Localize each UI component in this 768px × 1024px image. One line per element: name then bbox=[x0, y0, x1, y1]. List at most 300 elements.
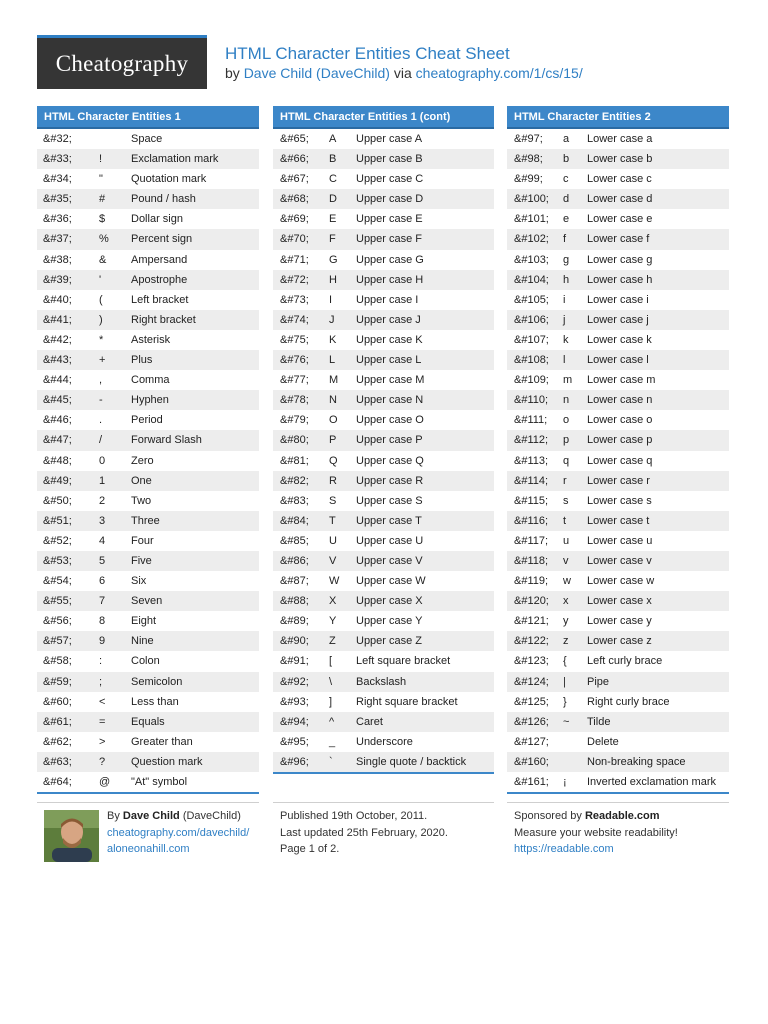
entity-code: &#91; bbox=[280, 655, 309, 668]
entity-char: D bbox=[329, 193, 337, 206]
entity-description: Lower case u bbox=[587, 534, 653, 547]
entity-row bbox=[273, 571, 494, 591]
entity-char: c bbox=[563, 173, 569, 186]
entity-row bbox=[507, 229, 729, 249]
entity-description: Upper case M bbox=[356, 374, 425, 387]
author-profile-link[interactable]: cheatography.com/davechild/ bbox=[107, 826, 250, 839]
entity-code: &#84; bbox=[280, 514, 309, 527]
entity-code: &#118; bbox=[514, 554, 549, 567]
entity-description: Lower case h bbox=[587, 273, 653, 286]
entity-char: 3 bbox=[99, 514, 106, 527]
entity-description: Upper case E bbox=[356, 213, 423, 226]
entity-char: b bbox=[563, 153, 570, 166]
entity-char: _ bbox=[329, 735, 336, 748]
entity-char: N bbox=[329, 394, 337, 407]
entity-code: &#41; bbox=[43, 313, 72, 326]
entity-code: &#58; bbox=[43, 655, 72, 668]
entity-row bbox=[37, 611, 259, 631]
entity-row bbox=[37, 209, 259, 229]
entity-description: Right square bracket bbox=[356, 695, 458, 708]
entity-char: | bbox=[563, 675, 566, 688]
entity-char: I bbox=[329, 293, 333, 306]
entity-code: &#37; bbox=[43, 233, 72, 246]
entity-description: Underscore bbox=[356, 735, 413, 748]
sheet-url-link[interactable]: cheatography.com/1/cs/15/ bbox=[415, 65, 583, 81]
entity-row bbox=[273, 169, 494, 189]
entity-char: V bbox=[329, 554, 337, 567]
sponsor-tagline: Measure your website readability! bbox=[514, 826, 678, 839]
entity-description: Upper case D bbox=[356, 193, 424, 206]
entity-char: { bbox=[563, 655, 567, 668]
entity-char: n bbox=[563, 394, 570, 407]
entity-code: &#102; bbox=[514, 233, 549, 246]
entity-description: Pound / hash bbox=[131, 193, 196, 206]
entity-char: ( bbox=[99, 293, 103, 306]
entity-code: &#100; bbox=[514, 193, 549, 206]
entity-char: K bbox=[329, 333, 337, 346]
entity-char: Y bbox=[329, 615, 337, 628]
entity-code: &#123; bbox=[514, 655, 549, 668]
entity-description: Lower case x bbox=[587, 595, 652, 608]
entity-description: Upper case V bbox=[356, 554, 423, 567]
entity-char: H bbox=[329, 273, 337, 286]
entity-row bbox=[507, 189, 729, 209]
entity-description: Percent sign bbox=[131, 233, 193, 246]
column-header: HTML Character Entities 1 (cont) bbox=[273, 106, 494, 129]
cheatography-logo[interactable] bbox=[37, 35, 207, 89]
entity-code: &#120; bbox=[514, 595, 549, 608]
entity-description: Lower case m bbox=[587, 374, 656, 387]
entity-row bbox=[37, 571, 259, 591]
entity-description: Greater than bbox=[131, 735, 193, 748]
entity-code: &#99; bbox=[514, 173, 543, 186]
entity-code: &#42; bbox=[43, 333, 72, 346]
entity-code: &#50; bbox=[43, 494, 72, 507]
published-date: Published 19th October, 2011. bbox=[280, 810, 428, 822]
entity-description: Upper case L bbox=[356, 354, 422, 367]
entity-description: Lower case j bbox=[587, 313, 649, 326]
entity-char: L bbox=[329, 354, 336, 367]
entity-description: Dollar sign bbox=[131, 213, 183, 226]
entity-char: 5 bbox=[99, 554, 106, 567]
entity-row bbox=[273, 149, 494, 169]
entity-description: Upper case H bbox=[356, 273, 424, 286]
entity-row bbox=[37, 752, 259, 772]
entity-code: &#110; bbox=[514, 394, 549, 407]
entity-char: F bbox=[329, 233, 336, 246]
entity-description: Lower case w bbox=[587, 575, 655, 588]
entity-row bbox=[507, 692, 729, 712]
entity-row bbox=[37, 370, 259, 390]
entity-code: &#66; bbox=[280, 153, 309, 166]
author-info bbox=[107, 808, 249, 858]
entity-char: g bbox=[563, 253, 570, 266]
entity-row bbox=[273, 410, 494, 430]
entity-char: * bbox=[99, 333, 104, 346]
entity-row bbox=[37, 772, 259, 792]
entity-row bbox=[273, 430, 494, 450]
entity-char: y bbox=[563, 615, 569, 628]
entity-row bbox=[507, 752, 729, 772]
column-header: HTML Character Entities 1 bbox=[37, 106, 259, 129]
entity-description: Right curly brace bbox=[587, 695, 670, 708]
entity-char: z bbox=[563, 635, 569, 648]
entity-code: &#43; bbox=[43, 354, 72, 367]
entity-description: Nine bbox=[131, 635, 154, 648]
entity-rows bbox=[273, 129, 494, 772]
entity-code: &#113; bbox=[514, 454, 549, 467]
entity-row bbox=[273, 451, 494, 471]
entity-code: &#90; bbox=[280, 635, 309, 648]
entity-code: &#82; bbox=[280, 474, 309, 487]
entity-code: &#71; bbox=[280, 253, 309, 266]
entity-char: X bbox=[329, 595, 337, 608]
entity-code: &#35; bbox=[43, 193, 72, 206]
entity-char: # bbox=[99, 193, 106, 206]
entity-code: &#107; bbox=[514, 333, 549, 346]
entity-char: < bbox=[99, 695, 106, 708]
entity-code: &#85; bbox=[280, 534, 309, 547]
entity-row bbox=[37, 290, 259, 310]
entity-description: Left curly brace bbox=[587, 655, 663, 668]
entity-code: &#34; bbox=[43, 173, 72, 186]
entity-char: C bbox=[329, 173, 337, 186]
entity-code: &#127; bbox=[514, 735, 549, 748]
entity-row bbox=[273, 370, 494, 390]
entity-description: Lower case y bbox=[587, 615, 652, 628]
entity-description: "At" symbol bbox=[131, 776, 188, 788]
column-header: HTML Character Entities 2 bbox=[507, 106, 729, 129]
entity-row bbox=[273, 250, 494, 270]
entity-char: [ bbox=[329, 655, 333, 668]
column-bottom-rule bbox=[273, 772, 494, 774]
entity-description: Upper case Q bbox=[356, 454, 424, 467]
entity-char: 1 bbox=[99, 474, 106, 487]
entity-char: 7 bbox=[99, 595, 106, 608]
entity-code: &#77; bbox=[280, 374, 309, 387]
entity-description: Left bracket bbox=[131, 293, 189, 306]
entity-row bbox=[507, 491, 729, 511]
entity-code: &#124; bbox=[514, 675, 549, 688]
entity-row bbox=[507, 672, 729, 692]
entity-description: Left square bracket bbox=[356, 655, 451, 668]
entity-char: u bbox=[563, 534, 570, 547]
entity-row bbox=[273, 390, 494, 410]
entity-char: . bbox=[99, 414, 103, 427]
entity-row bbox=[507, 511, 729, 531]
entity-char: % bbox=[99, 233, 109, 246]
entity-row bbox=[273, 531, 494, 551]
entity-code: &#119; bbox=[514, 575, 549, 588]
column-bottom-rule bbox=[507, 792, 729, 794]
entity-char: ~ bbox=[563, 715, 570, 728]
entity-code: &#112; bbox=[514, 434, 549, 447]
entity-description: Lower case a bbox=[587, 133, 653, 145]
entity-description: Upper case U bbox=[356, 534, 424, 547]
author-site-link[interactable]: aloneonahill.com bbox=[107, 843, 190, 855]
entity-code: &#45; bbox=[43, 394, 72, 407]
entity-row bbox=[37, 410, 259, 430]
entity-description: Ampersand bbox=[131, 253, 188, 266]
entity-char: - bbox=[99, 394, 103, 407]
entity-row bbox=[37, 430, 259, 450]
entity-code: &#65; bbox=[280, 133, 309, 145]
entity-row bbox=[273, 189, 494, 209]
entity-description: Lower case c bbox=[587, 173, 652, 186]
entity-description: Lower case t bbox=[587, 514, 650, 527]
entity-char: s bbox=[563, 494, 569, 507]
entity-code: &#93; bbox=[280, 695, 309, 708]
entity-row bbox=[507, 611, 729, 631]
entity-row bbox=[507, 551, 729, 571]
entity-description: Asterisk bbox=[131, 333, 171, 346]
entity-row bbox=[273, 270, 494, 290]
entity-char: j bbox=[563, 313, 566, 326]
entity-row bbox=[273, 611, 494, 631]
entity-description: Upper case S bbox=[356, 494, 423, 507]
entity-description: Upper case Y bbox=[356, 615, 423, 628]
entity-char: " bbox=[99, 173, 103, 186]
entity-code: &#72; bbox=[280, 273, 309, 286]
entity-row bbox=[507, 270, 729, 290]
entity-description: Upper case I bbox=[356, 293, 419, 306]
entity-row bbox=[273, 712, 494, 732]
entity-char: } bbox=[563, 695, 567, 708]
entity-char: : bbox=[99, 655, 103, 668]
entity-description: Lower case d bbox=[587, 193, 653, 206]
entity-code: &#101; bbox=[514, 213, 549, 226]
entity-char: & bbox=[99, 253, 107, 266]
entity-row bbox=[37, 270, 259, 290]
entity-description: Pipe bbox=[587, 675, 610, 688]
entity-description: Equals bbox=[131, 715, 165, 728]
entity-code: &#115; bbox=[514, 494, 549, 507]
entity-description: Zero bbox=[131, 454, 154, 467]
entity-char: h bbox=[563, 273, 570, 286]
entity-code: &#38; bbox=[43, 253, 72, 266]
entity-code: &#114; bbox=[514, 474, 549, 487]
entity-code: &#75; bbox=[280, 333, 309, 346]
entity-row bbox=[507, 772, 729, 792]
entity-char: 2 bbox=[99, 494, 106, 507]
entity-char: ^ bbox=[329, 715, 335, 728]
entity-code: &#122; bbox=[514, 635, 549, 648]
entity-row bbox=[507, 571, 729, 591]
entity-description: Lower case z bbox=[587, 635, 652, 648]
entity-description: Upper case T bbox=[356, 514, 422, 527]
entity-row bbox=[273, 290, 494, 310]
entity-char: q bbox=[563, 454, 570, 467]
entity-description: Upper case P bbox=[356, 434, 423, 447]
entity-row bbox=[507, 712, 729, 732]
entity-code: &#55; bbox=[43, 595, 72, 608]
entity-row bbox=[37, 712, 259, 732]
entity-row bbox=[273, 209, 494, 229]
entity-code: &#97; bbox=[514, 133, 543, 145]
entity-code: &#83; bbox=[280, 494, 309, 507]
entity-description: Upper case C bbox=[356, 173, 424, 186]
footer-divider bbox=[37, 802, 259, 803]
entity-code: &#60; bbox=[43, 695, 72, 708]
entity-char: ) bbox=[99, 313, 103, 326]
entity-row bbox=[37, 692, 259, 712]
entities-column-1 bbox=[37, 106, 259, 794]
entity-row bbox=[37, 451, 259, 471]
entity-row bbox=[273, 752, 494, 772]
entity-description: Lower case l bbox=[587, 354, 649, 367]
entity-description: One bbox=[131, 474, 152, 487]
entity-row bbox=[273, 511, 494, 531]
author-link[interactable]: Dave Child (DaveChild) bbox=[243, 65, 390, 81]
entity-char: P bbox=[329, 434, 337, 447]
entity-description: Non-breaking space bbox=[587, 755, 686, 768]
entity-description: Upper case G bbox=[356, 253, 424, 266]
entity-description: Upper case R bbox=[356, 474, 424, 487]
entity-char: ` bbox=[329, 755, 333, 768]
entity-row bbox=[507, 732, 729, 752]
entity-row bbox=[507, 250, 729, 270]
entity-row bbox=[507, 310, 729, 330]
entities-column-3 bbox=[507, 106, 729, 794]
entity-row bbox=[37, 350, 259, 370]
entity-description: Upper case J bbox=[356, 313, 421, 326]
entity-char: G bbox=[329, 253, 338, 266]
entity-row bbox=[507, 169, 729, 189]
entity-description: Question mark bbox=[131, 755, 203, 768]
author-photo-icon bbox=[44, 810, 99, 862]
updated-date: Last updated 25th February, 2020. bbox=[280, 826, 448, 839]
entity-char: l bbox=[563, 354, 566, 367]
entity-char: $ bbox=[99, 213, 106, 226]
entity-char: 0 bbox=[99, 454, 106, 467]
entity-row bbox=[507, 149, 729, 169]
entity-code: &#109; bbox=[514, 374, 549, 387]
entity-row bbox=[273, 692, 494, 712]
entity-description: Caret bbox=[356, 715, 383, 728]
entity-row bbox=[507, 390, 729, 410]
entity-row bbox=[507, 370, 729, 390]
entity-row bbox=[507, 129, 729, 149]
entity-description: Eight bbox=[131, 615, 157, 628]
entity-description: Upper case W bbox=[356, 575, 426, 588]
entity-row bbox=[273, 471, 494, 491]
byline-by: by bbox=[225, 65, 240, 81]
entity-description: Right bracket bbox=[131, 313, 196, 326]
entity-code: &#68; bbox=[280, 193, 309, 206]
sponsor-name: Readable.com bbox=[584, 810, 660, 822]
entity-code: &#70; bbox=[280, 233, 309, 246]
entity-description: Four bbox=[131, 534, 154, 547]
entity-char: ! bbox=[99, 153, 103, 166]
entity-row bbox=[37, 551, 259, 571]
entity-description: Hyphen bbox=[131, 394, 169, 407]
entity-row bbox=[37, 471, 259, 491]
entity-char: d bbox=[563, 193, 570, 206]
author-avatar[interactable] bbox=[44, 810, 99, 862]
entity-code: &#111; bbox=[514, 414, 548, 427]
entity-char: e bbox=[563, 213, 570, 226]
entity-row bbox=[273, 491, 494, 511]
entity-description: Quotation mark bbox=[131, 173, 207, 186]
entity-description: Seven bbox=[131, 595, 163, 608]
entity-code: &#117; bbox=[514, 534, 549, 547]
entity-code: &#56; bbox=[43, 615, 72, 628]
entity-row bbox=[37, 672, 259, 692]
entity-char: 6 bbox=[99, 575, 106, 588]
entity-code: &#103; bbox=[514, 253, 549, 266]
entity-description: Upper case O bbox=[356, 414, 424, 427]
sponsor-info bbox=[514, 808, 678, 858]
entity-description: Single quote / backtick bbox=[356, 755, 467, 768]
entity-code: &#104; bbox=[514, 273, 549, 286]
entity-code: &#81; bbox=[280, 454, 309, 467]
entity-code: &#106; bbox=[514, 313, 549, 326]
entity-char: + bbox=[99, 354, 106, 367]
entity-description: Lower case g bbox=[587, 253, 653, 266]
entity-row bbox=[37, 330, 259, 350]
entity-row bbox=[37, 491, 259, 511]
entity-row bbox=[507, 591, 729, 611]
entity-description: Space bbox=[131, 133, 163, 145]
entity-row bbox=[507, 410, 729, 430]
entity-char: t bbox=[563, 514, 567, 527]
entity-code: &#61; bbox=[43, 715, 72, 728]
entity-char: w bbox=[563, 575, 571, 588]
entity-row bbox=[37, 591, 259, 611]
entity-char: J bbox=[329, 313, 335, 326]
entity-description: Lower case i bbox=[587, 293, 649, 306]
entity-description: Upper case K bbox=[356, 333, 423, 346]
entity-description: Upper case X bbox=[356, 595, 423, 608]
entity-code: &#36; bbox=[43, 213, 72, 226]
entity-description: Lower case b bbox=[587, 153, 653, 166]
entity-code: &#98; bbox=[514, 153, 543, 166]
entity-char: W bbox=[329, 575, 340, 588]
entity-description: Tilde bbox=[587, 715, 611, 728]
entity-char: f bbox=[563, 233, 567, 246]
entity-code: &#57; bbox=[43, 635, 72, 648]
entity-char: / bbox=[99, 434, 103, 447]
entity-row bbox=[507, 631, 729, 651]
entity-row bbox=[507, 350, 729, 370]
entity-code: &#74; bbox=[280, 313, 309, 326]
entity-description: Semicolon bbox=[131, 675, 183, 688]
entity-row bbox=[507, 651, 729, 671]
sponsor-url-link[interactable]: https://readable.com bbox=[514, 843, 614, 855]
entity-char: ¡ bbox=[563, 776, 567, 788]
entity-description: Lower case o bbox=[587, 414, 653, 427]
author-line bbox=[107, 808, 249, 825]
entity-code: &#33; bbox=[43, 153, 72, 166]
entity-description: Upper case N bbox=[356, 394, 424, 407]
entity-row bbox=[37, 732, 259, 752]
author-handle: (DaveChild) bbox=[182, 810, 241, 822]
entity-description: Lower case p bbox=[587, 434, 653, 447]
author-name: Dave Child bbox=[122, 810, 180, 822]
entity-row bbox=[507, 451, 729, 471]
entity-row bbox=[37, 250, 259, 270]
entity-code: &#96; bbox=[280, 755, 309, 768]
entity-char: ' bbox=[99, 273, 102, 286]
entity-row bbox=[37, 189, 259, 209]
entity-code: &#67; bbox=[280, 173, 309, 186]
entity-char: ? bbox=[99, 755, 106, 768]
sponsor-line bbox=[514, 808, 678, 825]
entity-description: Apostrophe bbox=[131, 273, 188, 286]
entity-row bbox=[273, 551, 494, 571]
entity-code: &#51; bbox=[43, 514, 72, 527]
sponsor-prefix: Sponsored by bbox=[514, 810, 582, 822]
